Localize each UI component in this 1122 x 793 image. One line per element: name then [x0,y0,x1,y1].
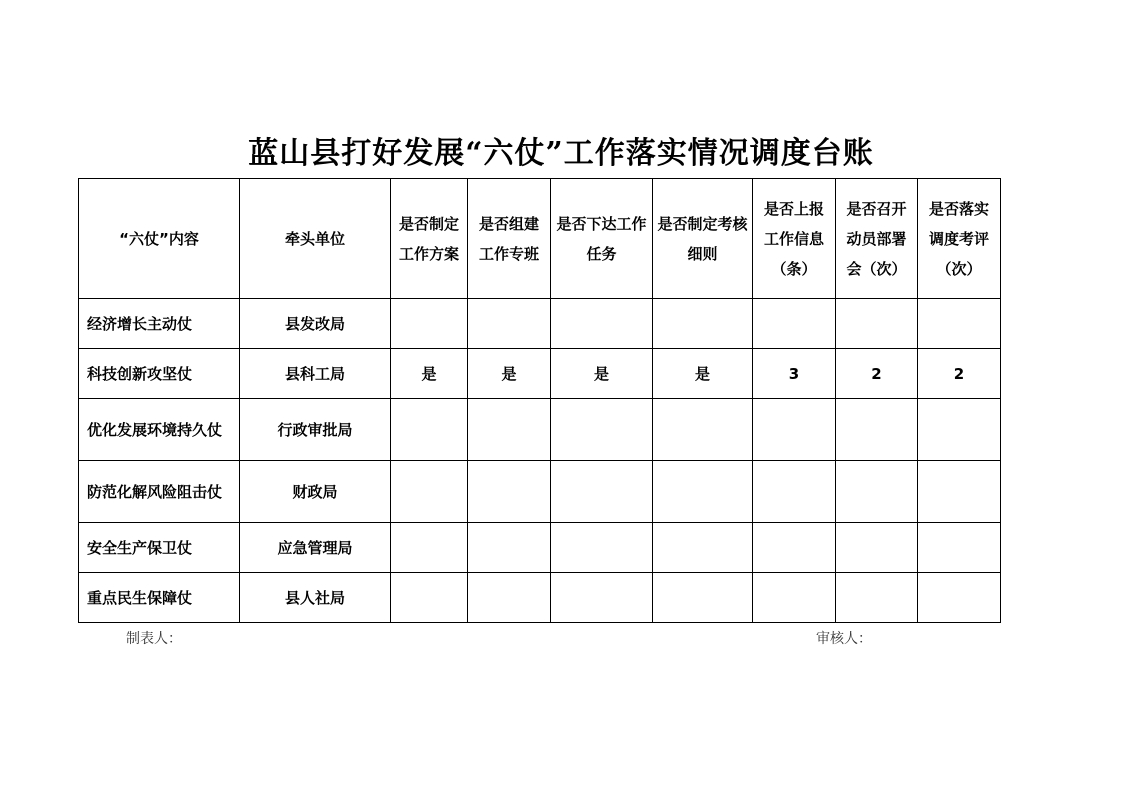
cell-team: 是 [468,349,551,399]
cell-plan [391,573,468,623]
cell-plan [391,461,468,523]
cell-assessment [653,461,753,523]
cell-evaluations [918,461,1001,523]
cell-unit: 县发改局 [240,299,391,349]
cell-unit: 县人社局 [240,573,391,623]
cell-team [468,299,551,349]
cell-content: 安全生产保卫仗 [79,523,240,573]
page-title: 蓝山县打好发展“六仗”工作落实情况调度台账 [248,136,874,171]
cell-team [468,461,551,523]
cell-content: 优化发展环境持久仗 [79,399,240,461]
header-cell: 是否上报工作信息（条） [753,179,836,299]
table-row [79,349,1001,399]
cell-plan [391,523,468,573]
cell-evaluations [918,573,1001,623]
cell-task: 是 [551,349,653,399]
cell-assessment [653,399,753,461]
header-cell: “六仗”内容 [79,179,240,299]
cell-unit: 财政局 [240,461,391,523]
cell-meetings [836,573,918,623]
cell-reports [753,573,836,623]
table-row [79,299,1001,349]
cell-team [468,523,551,573]
cell-unit: 行政审批局 [240,399,391,461]
reviewer-label: 审核人： [816,631,872,647]
preparer-label: 制表人： [126,631,182,647]
cell-task [551,461,653,523]
cell-meetings [836,523,918,573]
cell-content: 重点民生保障仗 [79,573,240,623]
cell-content: 防范化解风险阻击仗 [79,461,240,523]
header-cell: 是否组建工作专班 [468,179,551,299]
header-cell: 是否召开动员部署会（次） [836,179,918,299]
table-row [79,573,1001,623]
cell-reports [753,399,836,461]
cell-team [468,573,551,623]
table-row [79,461,1001,523]
header-row [79,179,1001,299]
cell-evaluations: 2 [918,349,1001,399]
cell-task [551,299,653,349]
cell-task [551,399,653,461]
cell-meetings [836,461,918,523]
cell-plan [391,399,468,461]
cell-evaluations [918,399,1001,461]
cell-assessment [653,523,753,573]
table-row [79,523,1001,573]
cell-meetings [836,299,918,349]
header-cell: 是否下达工作任务 [551,179,653,299]
table-row [79,399,1001,461]
cell-unit: 应急管理局 [240,523,391,573]
ledger-table [78,178,1001,623]
cell-task [551,523,653,573]
cell-reports [753,523,836,573]
cell-plan [391,299,468,349]
header-cell: 牵头单位 [240,179,391,299]
cell-meetings [836,399,918,461]
cell-assessment: 是 [653,349,753,399]
cell-assessment [653,573,753,623]
header-cell: 是否制定考核细则 [653,179,753,299]
cell-reports [753,299,836,349]
cell-unit: 县科工局 [240,349,391,399]
cell-evaluations [918,523,1001,573]
cell-plan: 是 [391,349,468,399]
cell-team [468,399,551,461]
cell-reports [753,461,836,523]
cell-content: 科技创新攻坚仗 [79,349,240,399]
cell-task [551,573,653,623]
cell-reports: 3 [753,349,836,399]
cell-meetings: 2 [836,349,918,399]
cell-content: 经济增长主动仗 [79,299,240,349]
cell-assessment [653,299,753,349]
cell-evaluations [918,299,1001,349]
header-cell: 是否落实调度考评（次） [918,179,1001,299]
header-cell: 是否制定工作方案 [391,179,468,299]
